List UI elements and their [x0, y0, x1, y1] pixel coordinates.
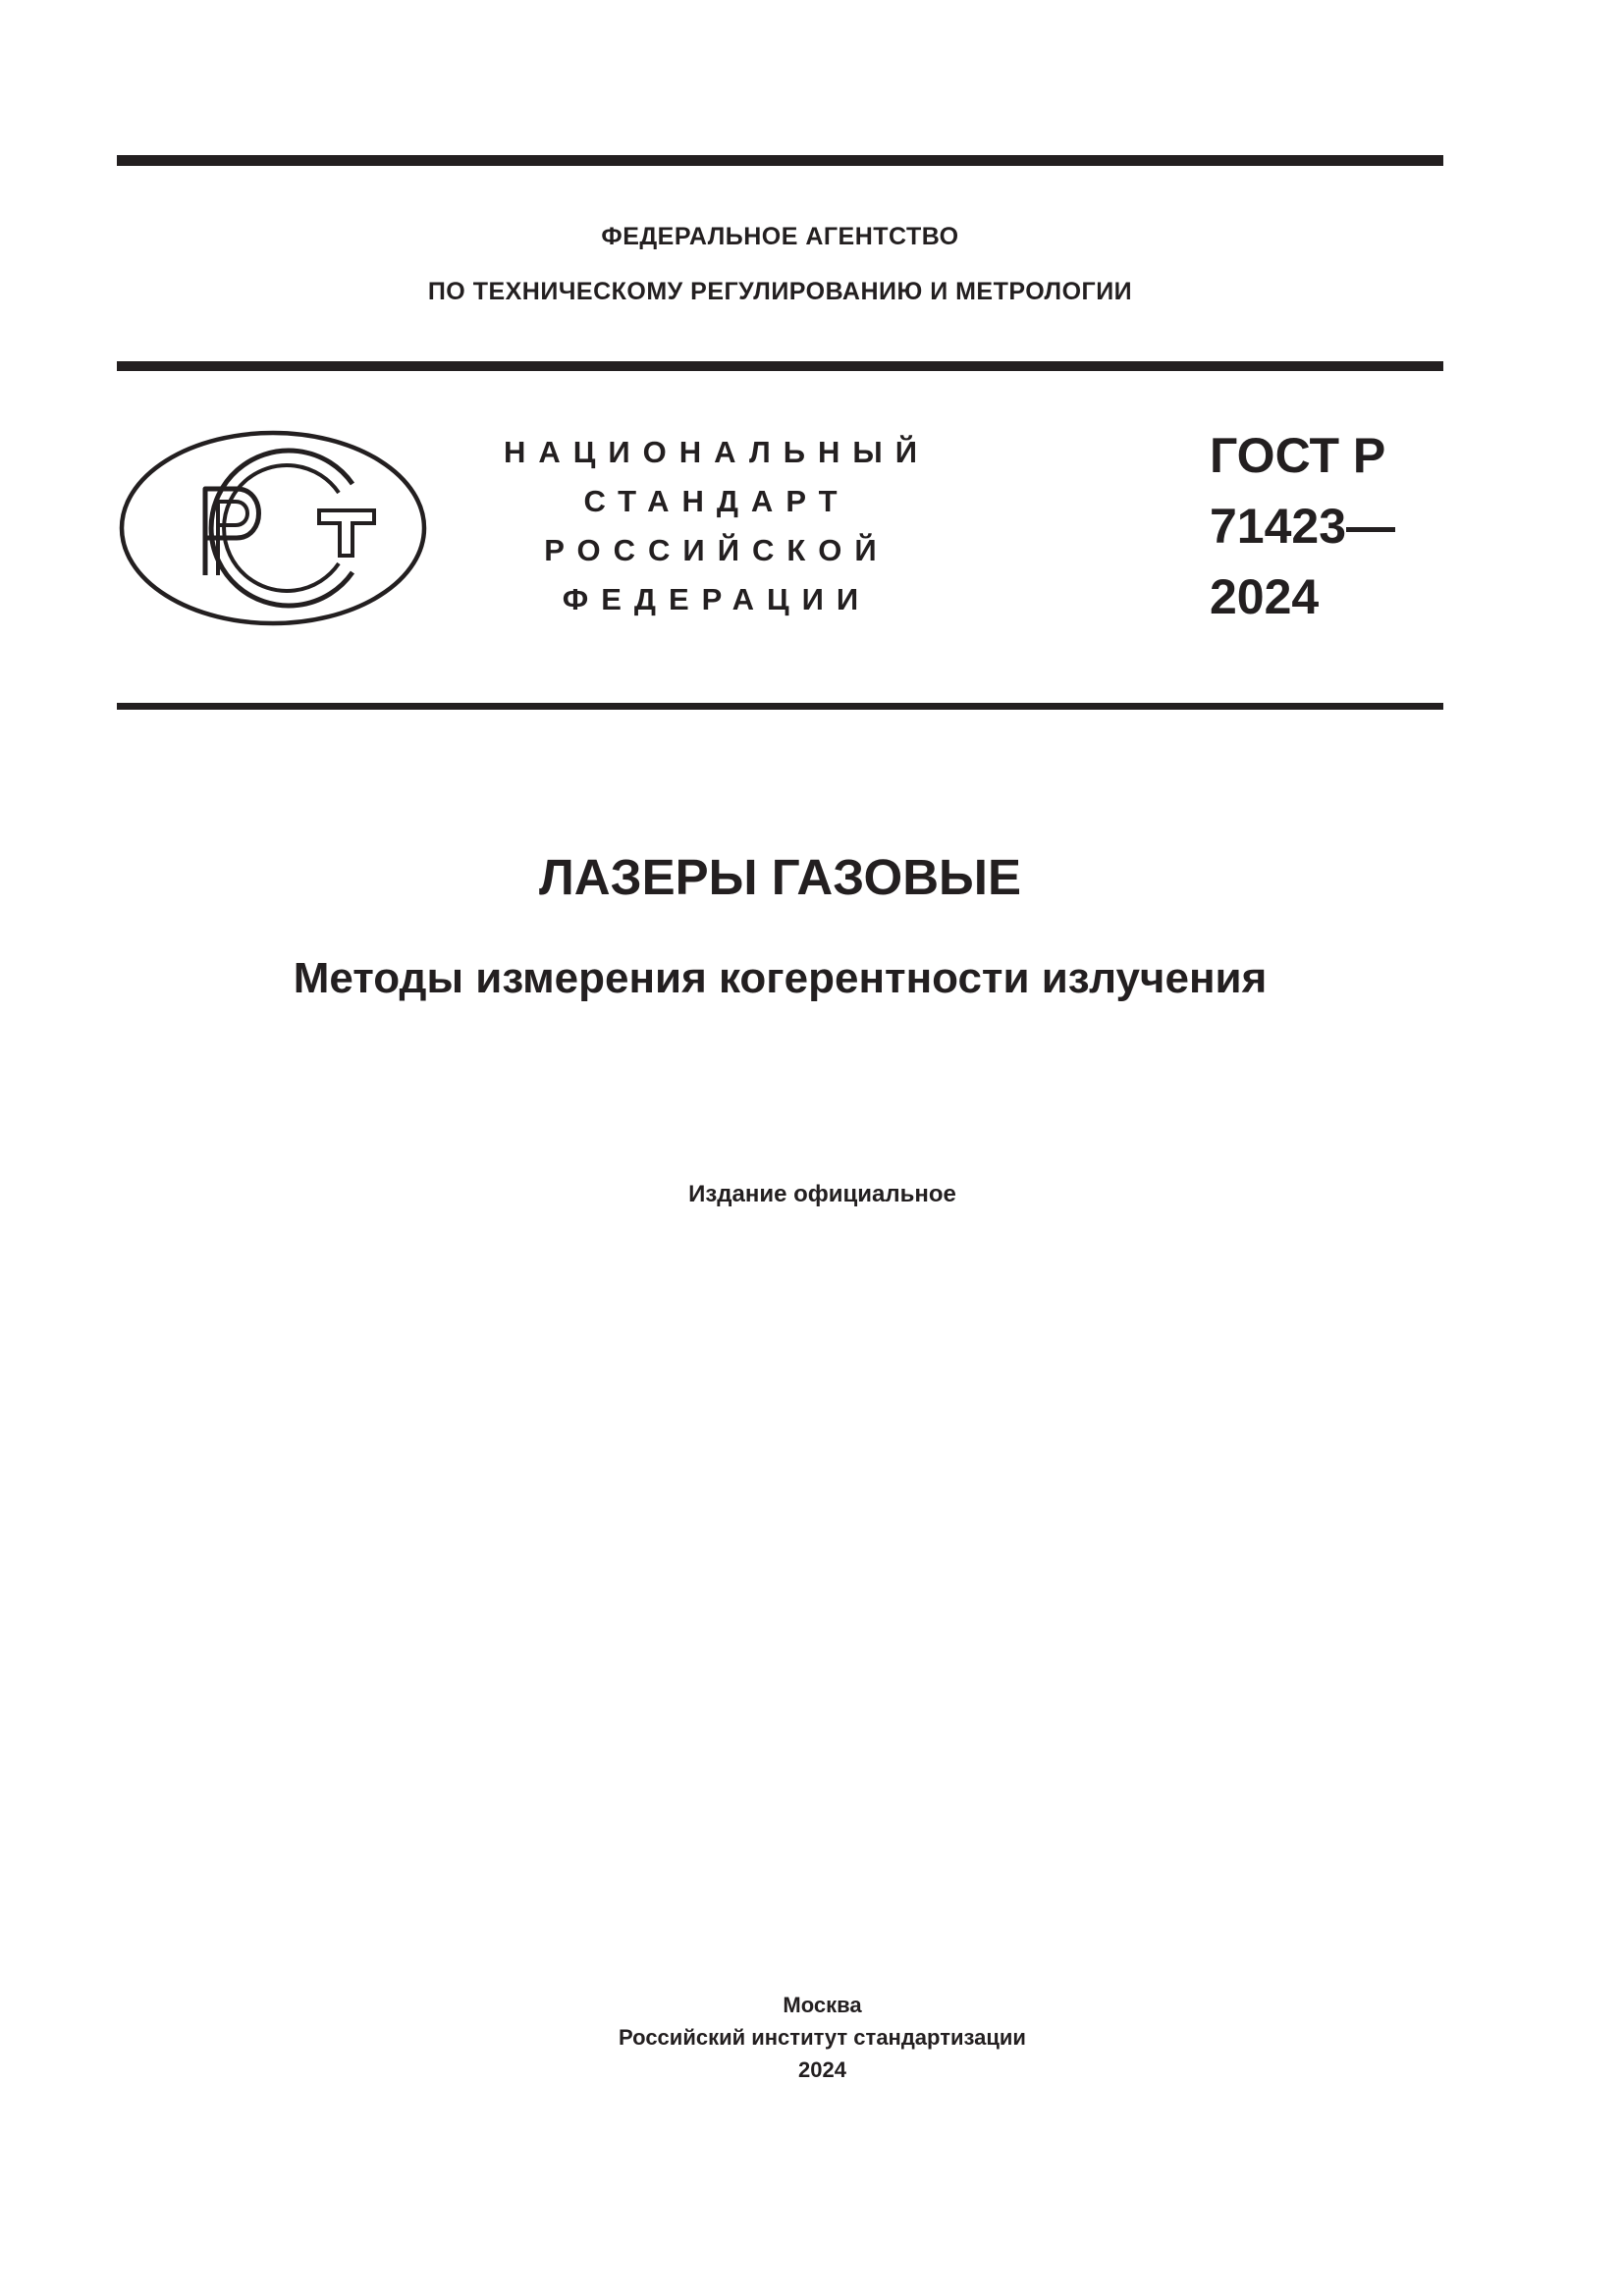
standard-designation — [1210, 420, 1395, 632]
imprint-city: Москва — [783, 1993, 862, 2017]
rst-certification-mark-icon — [117, 428, 429, 628]
standard-type-line-3: РОССИЙСКОЙ — [544, 533, 890, 567]
top-divider — [117, 155, 1443, 166]
standard-type — [491, 428, 943, 624]
standard-type-line-2: СТАНДАРТ — [583, 484, 850, 518]
imprint — [117, 1989, 1528, 2086]
standard-type-line-1: НАЦИОНАЛЬНЫЙ — [503, 435, 931, 469]
agency-name-line-2: ПО ТЕХНИЧЕСКОМУ РЕГУЛИРОВАНИЮ И МЕТРОЛОГИИ — [427, 278, 1133, 305]
imprint-year: 2024 — [798, 2057, 846, 2082]
edition-note: Издание официальное — [688, 1181, 956, 1207]
header-divider — [117, 361, 1443, 371]
imprint-publisher: Российский институт стандартизации — [619, 2025, 1026, 2050]
designation-line-3: 2024 — [1210, 569, 1320, 624]
title-divider — [117, 703, 1443, 710]
document-title: ЛАЗЕРЫ ГАЗОВЫЕ — [539, 849, 1021, 905]
standard-type-line-4: ФЕДЕРАЦИИ — [562, 582, 872, 616]
designation-line-1: ГОСТ Р — [1210, 428, 1386, 483]
designation-line-2: 71423— — [1210, 499, 1396, 554]
document-subtitle: Методы измерения когерентности излучения — [293, 954, 1268, 1002]
agency-name-line-1: ФЕДЕРАЛЬНОЕ АГЕНТСТВО — [601, 223, 959, 250]
